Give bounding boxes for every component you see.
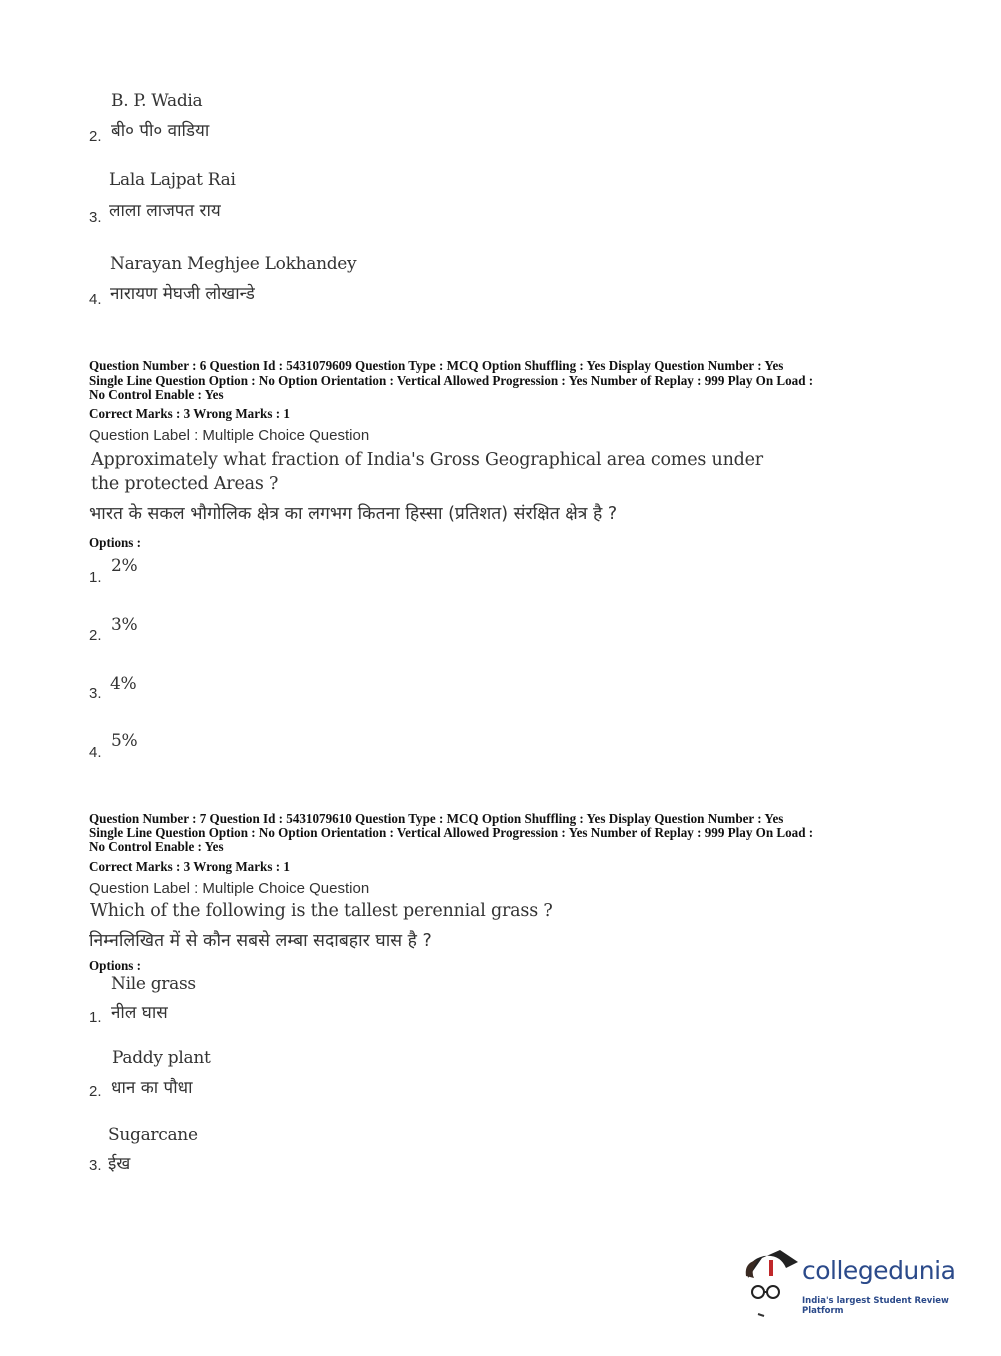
option-number: 4. [89, 291, 102, 308]
question-marks: Correct Marks : 3 Wrong Marks : 1 [89, 406, 290, 421]
question-text-hi: निम्नलिखित में से कौन सबसे लम्बा सदाबहार घास है ? [89, 931, 432, 951]
option-text-en: Sugarcane [108, 1125, 198, 1145]
question-meta: Question Number : 7 Question Id : 5431079610 Question Type : MCQ Option Shuffling : Yes Display Question Number : Yes [89, 811, 784, 826]
mascot-icon [740, 1248, 802, 1318]
question-label: Question Label : Multiple Choice Question [89, 880, 370, 897]
question-marks: Correct Marks : 3 Wrong Marks : 1 [89, 859, 290, 874]
question-text-en: Approximately what fraction of India's Gross Geographical area comes under [91, 450, 763, 470]
option-text-hi: लाला लाजपत राय [109, 201, 221, 221]
option-text-en: Nile grass [111, 974, 196, 994]
question-meta: No Control Enable : Yes [89, 387, 224, 402]
logo-tagline: India's largest Student Review Platform [802, 1296, 949, 1316]
option-number: 3. [89, 1157, 102, 1174]
options-label: Options : [89, 535, 142, 550]
logo-brand: collegedunia [802, 1256, 956, 1285]
question-text-hi: भारत के सकल भौगोलिक क्षेत्र का लगभग कितना हिस्सा (प्रतिशत) संरक्षित क्षेत्र है ? [89, 504, 618, 524]
option-number: 2. [89, 627, 102, 644]
option-text: 2% [111, 556, 138, 576]
question-text-en: the protected Areas ? [91, 474, 279, 494]
option-text: 5% [111, 731, 138, 751]
option-text-hi: बी० पी० वाडिया [111, 121, 210, 141]
option-text: 3% [111, 615, 138, 635]
option-text-hi: धान का पौधा [111, 1078, 193, 1098]
option-text: 4% [110, 674, 137, 694]
option-text-en: Lala Lajpat Rai [109, 170, 236, 190]
question-meta: No Control Enable : Yes [89, 839, 224, 854]
question-meta: Single Line Question Option : No Option Orientation : Vertical Allowed Progression : Yes Number of Replay : 999 Play On Load : [89, 373, 814, 388]
option-text-en: B. P. Wadia [111, 91, 203, 111]
option-text-en: Narayan Meghjee Lokhandey [110, 254, 357, 274]
option-number: 3. [89, 209, 102, 226]
option-number: 1. [89, 1009, 102, 1026]
option-text-hi: ईख [108, 1154, 131, 1174]
option-number: 3. [89, 685, 102, 702]
option-number: 4. [89, 744, 102, 761]
question-text-en: Which of the following is the tallest perennial grass ? [90, 901, 553, 921]
options-label: Options : [89, 958, 142, 973]
question-meta: Single Line Question Option : No Option Orientation : Vertical Allowed Progression : Yes Number of Replay : 999 Play On Load : [89, 825, 814, 840]
option-text-hi: नील घास [111, 1003, 168, 1023]
option-number: 1. [89, 569, 102, 586]
option-text-en: Paddy plant [112, 1048, 211, 1068]
option-number: 2. [89, 1083, 102, 1100]
question-meta: Question Number : 6 Question Id : 5431079609 Question Type : MCQ Option Shuffling : Yes Display Question Number : Yes [89, 358, 784, 373]
option-text-hi: नारायण मेघजी लोखान्डे [110, 284, 255, 304]
option-number: 2. [89, 128, 102, 145]
question-label: Question Label : Multiple Choice Question [89, 427, 370, 444]
collegedunia-logo [740, 1248, 970, 1318]
